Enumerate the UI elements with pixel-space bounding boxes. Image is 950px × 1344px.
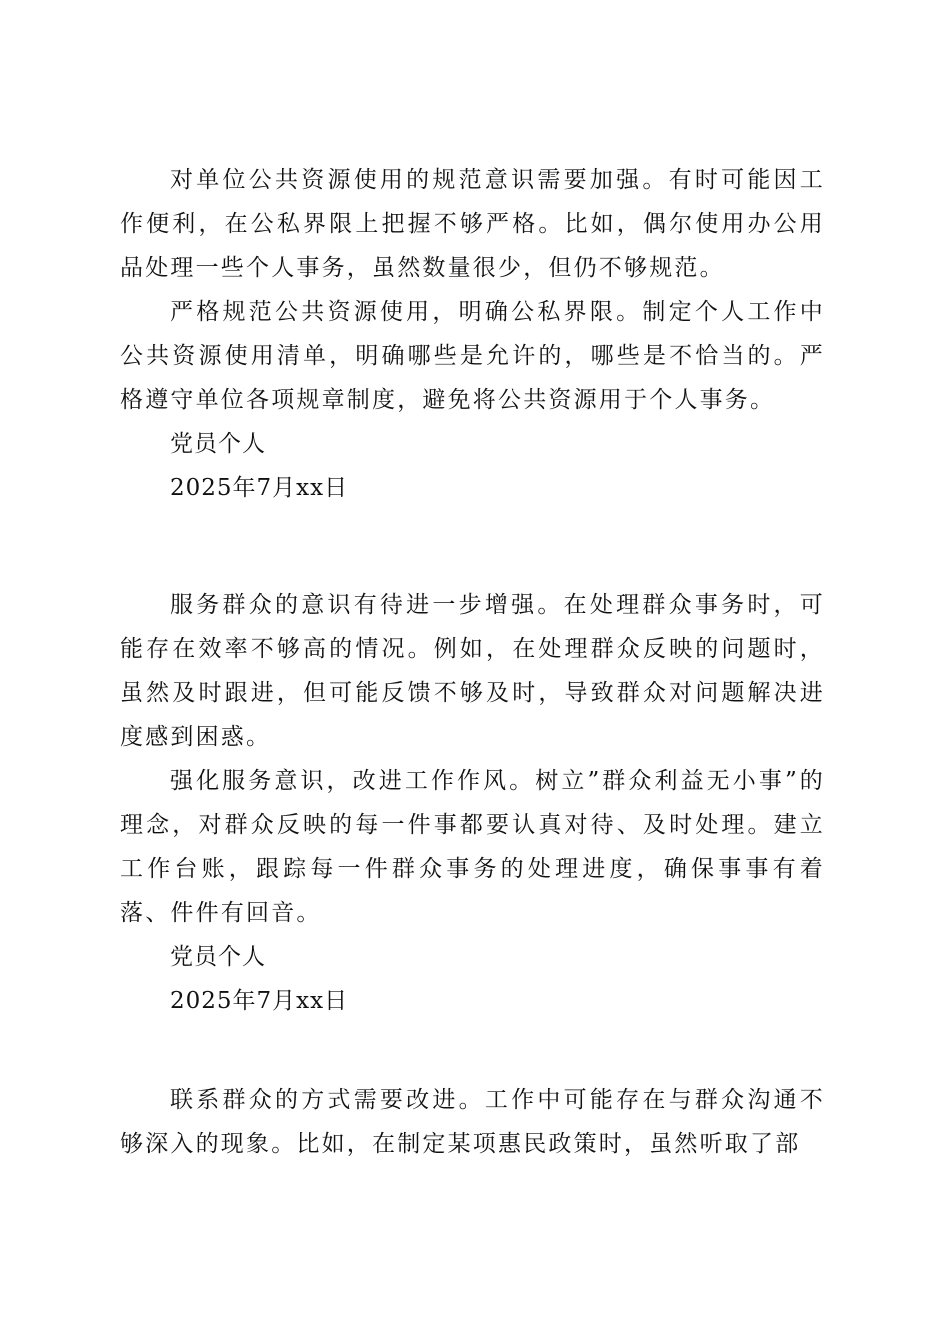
signature: 党员个人: [170, 431, 266, 457]
date: 2025年7月xx日: [170, 988, 349, 1014]
measure-paragraph: 严格规范公共资源使用，明确公私界限。制定个人工作中公共资源使用清单，明确哪些是允许的，哪些是不恰当的。严格遵守单位各项规章制度，避免将公共资源用于个人事务。: [120, 299, 825, 413]
signature: 党员个人: [170, 944, 266, 970]
section-2: [120, 583, 825, 1023]
problem-paragraph: 服务群众的意识有待进一步增强。在处理群众事务时，可能存在效率不够高的情况。例如，在处理群众反映的问题时，虽然及时跟进，但可能反馈不够及时，导致群众对问题解决进度感到困惑。: [120, 592, 825, 750]
section-3: [120, 1078, 825, 1166]
problem-paragraph: 对单位公共资源使用的规范意识需要加强。有时可能因工作便利，在公私界限上把握不够严格。比如，偶尔使用办公用品处理一些个人事务，虽然数量很少，但仍不够规范。: [120, 167, 825, 281]
section-1: [120, 158, 825, 510]
problem-paragraph: 联系群众的方式需要改进。工作中可能存在与群众沟通不够深入的现象。比如，在制定某项惠民政策时，虽然听取了部: [120, 1087, 825, 1157]
measure-paragraph: 强化服务意识，改进工作作风。树立”群众利益无小事”的理念，对群众反映的每一件事都要认真对待、及时处理。建立工作台账，跟踪每一件群众事务的处理进度，确保事事有着落、件件有回音。: [120, 768, 825, 926]
date: 2025年7月xx日: [170, 475, 349, 501]
